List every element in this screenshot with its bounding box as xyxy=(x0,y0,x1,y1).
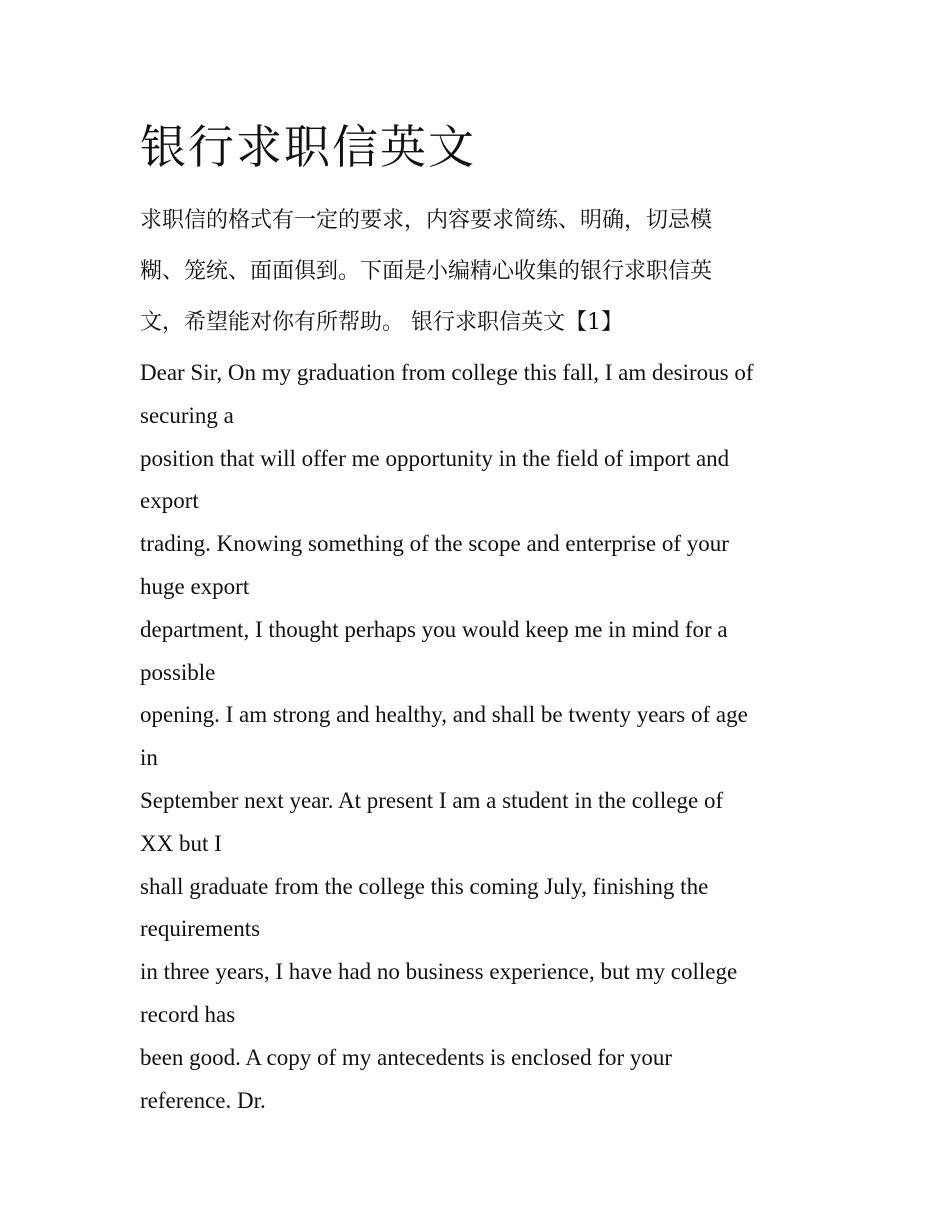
letter-body xyxy=(140,352,820,1122)
letter-line: opening. I am strong and healthy, and shall be twenty years of age xyxy=(140,702,748,728)
letter-line: been good. A copy of my antecedents is enclosed for your xyxy=(140,1044,673,1070)
letter-line: department, I thought perhaps you would keep me in mind for a xyxy=(140,616,728,642)
letter-line: Dear Sir, On my graduation from college this fall, I am desirous of xyxy=(140,360,754,385)
document-title: 银行求职信英文 xyxy=(140,120,476,174)
letter-line: position that will offer me opportunity in the field of import and xyxy=(140,445,730,471)
letter-line: reference. Dr. xyxy=(140,1087,266,1113)
intro-line: 文，希望能对你有所帮助。 银行求职信英文【1】 xyxy=(140,310,623,335)
letter-line: shall graduate from the college this coming July, finishing the xyxy=(140,873,709,899)
letter-line: requirements xyxy=(140,916,261,942)
letter-line: September next year. At present I am a student in the college of xyxy=(140,787,724,813)
letter-line: record has xyxy=(140,1001,236,1027)
letter-line: trading. Knowing something of the scope and enterprise of your xyxy=(140,531,729,557)
letter-line: export xyxy=(140,488,199,514)
intro-line: 糊、笼统、面面俱到。下面是小编精心收集的银行求职信英 xyxy=(140,259,713,284)
letter-line: XX but I xyxy=(140,830,222,856)
letter-line: in xyxy=(140,745,158,771)
letter-line: possible xyxy=(140,659,216,685)
letter-line: securing a xyxy=(140,402,234,428)
intro-line: 求职信的格式有一定的要求，内容要求简练、明确，切忌模 xyxy=(140,208,713,233)
letter-line: huge export xyxy=(140,573,250,599)
letter-line: in three years, I have had no business experience, but my college xyxy=(140,959,738,985)
